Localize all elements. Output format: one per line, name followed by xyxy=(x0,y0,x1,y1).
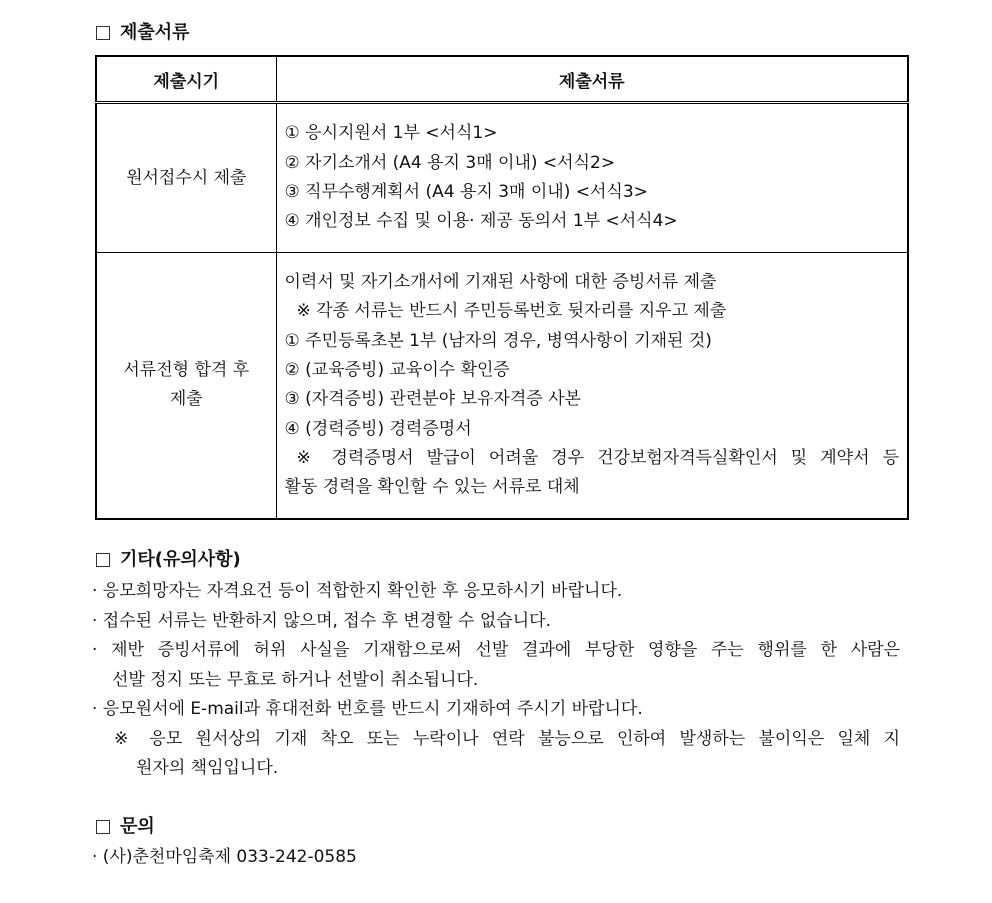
contact-line: · (사)춘천마임축제 033-242-0585 xyxy=(92,847,357,867)
table-row xyxy=(96,103,908,253)
row2-when-line1: 서류전형 합격 후 xyxy=(123,360,250,381)
list-item: ① 주민등록초본 1부 (남자의 경우, 병역사항이 기재된 것) xyxy=(284,330,712,351)
row2-docs xyxy=(276,253,908,519)
documents-table xyxy=(95,55,909,520)
list-note: ※ 응모 원서상의 기재 착오 또는 누락이나 연락 불능으로 인하여 발생하는 불이익은 일체 지 xyxy=(114,728,900,749)
list-note-continued: 원자의 책임입니다. xyxy=(136,758,279,778)
section-title-documents xyxy=(96,22,190,44)
row2-when-line2: 제출 xyxy=(169,389,203,410)
section-title-text: 기타(유의사항) xyxy=(120,549,241,570)
row1-docs xyxy=(276,103,908,253)
checkbox-square-icon xyxy=(96,26,110,40)
list-item: ① 응시지원서 1부 <서식1> xyxy=(284,123,498,144)
row1-when: 원서접수시 제출 xyxy=(96,103,276,253)
list-item: · 응모희망자는 자격요건 등이 적합한지 확인한 후 응모하시기 바랍니다. xyxy=(92,581,623,601)
header-submit-time: 제출시기 xyxy=(96,56,276,103)
docs-note: ※ 각종 서류는 반드시 주민등록번호 뒷자리를 지우고 제출 xyxy=(296,301,727,322)
checkbox-square-icon xyxy=(96,820,110,834)
section-title-text: 문의 xyxy=(120,816,155,837)
list-item: ③ 직무수행계획서 (A4 용지 3매 이내) <서식3> xyxy=(284,182,648,202)
list-item: ④ 개인정보 수집 및 이용· 제공 동의서 1부 <서식4> xyxy=(284,211,678,232)
contact-list xyxy=(92,843,900,873)
row2-when xyxy=(96,253,276,519)
list-item: · 제반 증빙서류에 허위 사실을 기재함으로써 선발 결과에 부당한 영향을 주는 행위를 한 사람은 xyxy=(92,640,900,660)
list-item: · 접수된 서류는 반환하지 않으며, 접수 후 변경할 수 없습니다. xyxy=(92,610,551,631)
table-header-row xyxy=(96,56,908,103)
list-item: ③ (자격증빙) 관련분야 보유자격증 사본 xyxy=(284,389,581,410)
list-item: ② 자기소개서 (A4 용지 3매 이내) <서식2> xyxy=(284,152,616,173)
docs-note-continued: 활동 경력을 확인할 수 있는 서류로 대체 xyxy=(284,477,580,498)
table-row xyxy=(96,253,908,519)
section-title-contact xyxy=(96,816,155,838)
docs-intro: 이력서 및 자기소개서에 기재된 사항에 대한 증빙서류 제출 xyxy=(284,272,717,293)
notes-list xyxy=(92,577,900,784)
header-submit-docs: 제출서류 xyxy=(276,56,908,103)
checkbox-square-icon xyxy=(96,553,110,567)
list-item: · 응모원서에 E-mail과 휴대전화 번호를 반드시 기재하여 주시기 바랍니다. xyxy=(92,699,643,719)
docs-note: ※ 경력증명서 발급이 어려울 경우 건강보험자격득실확인서 및 계약서 등 xyxy=(296,447,899,468)
section-title-text: 제출서류 xyxy=(120,22,190,43)
section-title-notes xyxy=(96,549,241,571)
list-item: ② (교육증빙) 교육이수 확인증 xyxy=(284,359,510,380)
list-item-continued: 선발 정지 또는 무효로 하거나 선발이 취소됩니다. xyxy=(112,669,479,690)
list-item: ④ (경력증빙) 경력증명서 xyxy=(284,418,472,439)
